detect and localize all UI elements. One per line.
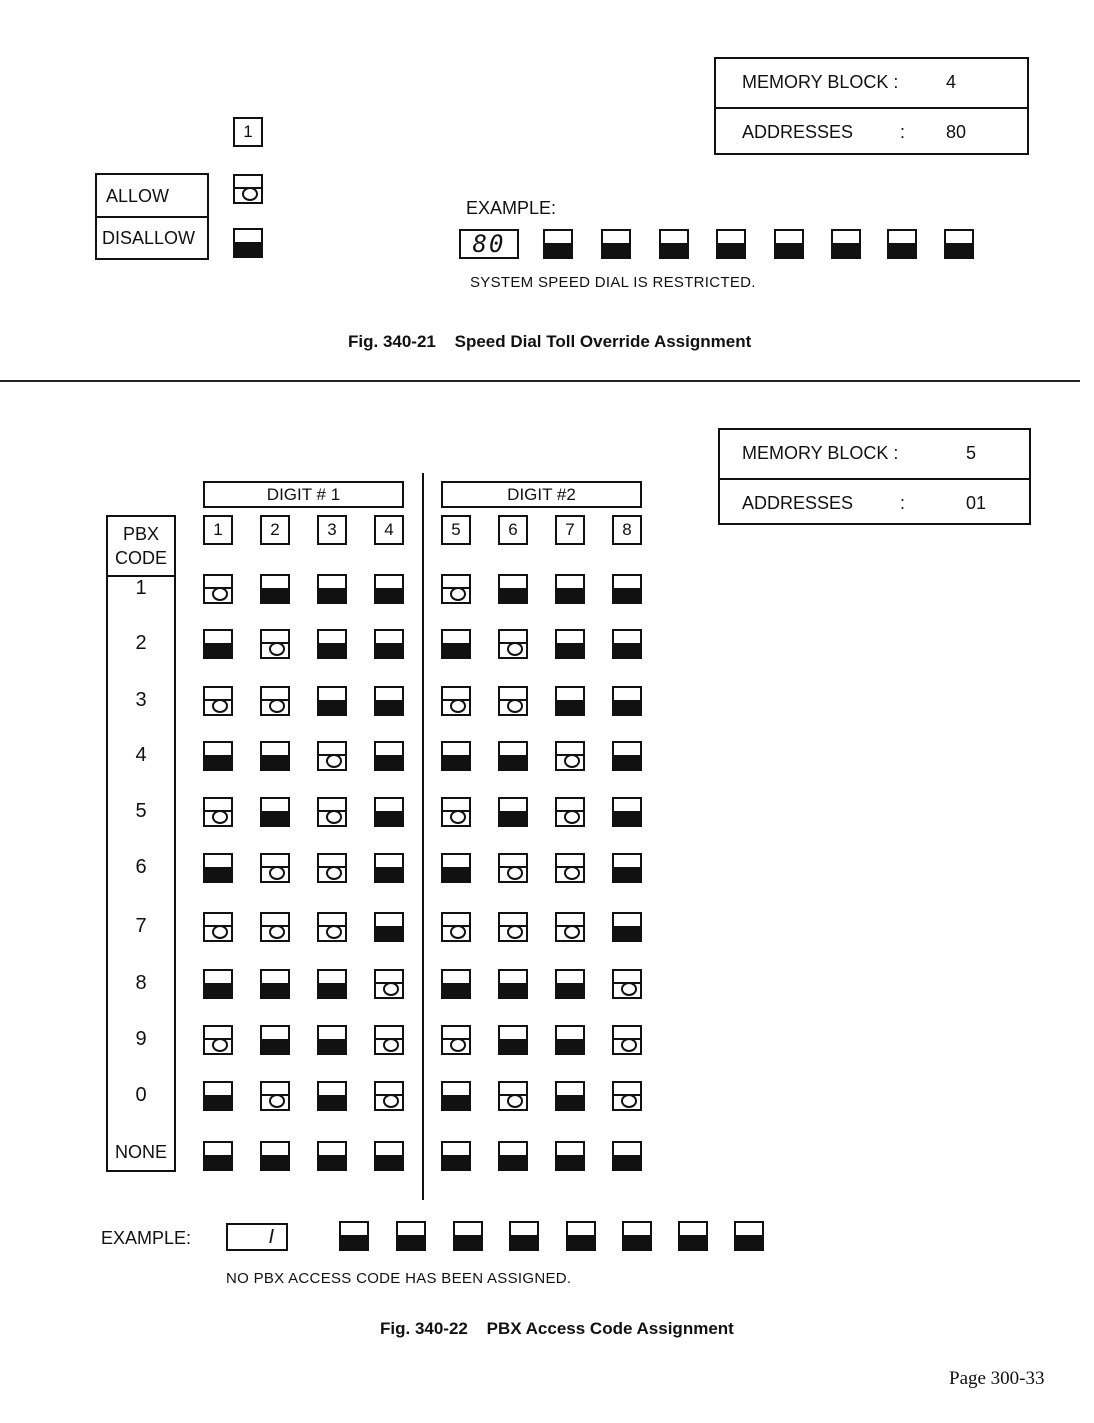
switch-on-icon bbox=[555, 741, 585, 771]
switch-off-icon bbox=[260, 1025, 290, 1055]
fig22-caption-number: Fig. 340-22 bbox=[380, 1319, 468, 1338]
switch-off-icon bbox=[203, 1081, 233, 1111]
fig21-switch-number: 1 bbox=[233, 117, 263, 147]
switch-on-icon bbox=[612, 969, 642, 999]
switch-off-icon bbox=[441, 629, 471, 659]
fig22-row-label: 2 bbox=[135, 632, 147, 654]
switch-off-icon bbox=[203, 629, 233, 659]
switch-on-icon bbox=[317, 741, 347, 771]
switch-off-icon bbox=[566, 1221, 596, 1251]
switch-off-icon bbox=[612, 741, 642, 771]
switch-off-icon bbox=[317, 1141, 347, 1171]
fig21-example-label: EXAMPLE: bbox=[466, 198, 557, 218]
fig22-addresses-value: 01 bbox=[966, 493, 987, 513]
switch-off-icon bbox=[441, 741, 471, 771]
switch-on-icon bbox=[441, 574, 471, 604]
switch-off-icon bbox=[543, 229, 573, 259]
switch-off-icon bbox=[612, 629, 642, 659]
switch-off-icon bbox=[944, 229, 974, 259]
fig22-addresses-row bbox=[720, 478, 1029, 528]
fig22-row-label: 9 bbox=[135, 1028, 147, 1050]
switch-on-icon bbox=[555, 853, 585, 883]
switch-on-icon bbox=[612, 1025, 642, 1055]
fig21-addresses-label: ADDRESSES bbox=[742, 122, 854, 142]
switch-on-icon bbox=[441, 686, 471, 716]
fig21-addresses-colon: : bbox=[900, 122, 906, 142]
switch-off-icon bbox=[374, 686, 404, 716]
fig21-caption-number: Fig. 340-21 bbox=[348, 332, 436, 351]
switch-off-icon bbox=[317, 969, 347, 999]
switch-off-icon bbox=[555, 686, 585, 716]
switch-off-icon bbox=[317, 1025, 347, 1055]
fig21-memory-block-row bbox=[716, 59, 1027, 107]
switch-on-icon bbox=[203, 1025, 233, 1055]
switch-on-icon bbox=[374, 969, 404, 999]
switch-on-icon bbox=[555, 797, 585, 827]
fig22-memory-block-label: MEMORY BLOCK : bbox=[742, 443, 899, 463]
switch-off-icon bbox=[498, 797, 528, 827]
fig22-digit1-header: DIGIT # 1 bbox=[203, 481, 404, 508]
switch-off-icon bbox=[317, 629, 347, 659]
switch-off-icon bbox=[260, 1141, 290, 1171]
switch-on-icon bbox=[260, 629, 290, 659]
fig22-row-label: 1 bbox=[135, 577, 147, 599]
fig22-example-display-value: I bbox=[268, 1226, 274, 1248]
switch-off-icon bbox=[612, 686, 642, 716]
fig22-digit2-header: DIGIT #2 bbox=[441, 481, 642, 508]
switch-off-icon bbox=[555, 1081, 585, 1111]
switch-off-icon bbox=[555, 1141, 585, 1171]
fig22-switch-number-6: 6 bbox=[498, 515, 528, 545]
switch-off-icon bbox=[509, 1221, 539, 1251]
switch-off-icon bbox=[317, 1081, 347, 1111]
fig22-addresses-colon: : bbox=[900, 493, 906, 513]
switch-off-icon bbox=[203, 1141, 233, 1171]
fig22-row-label: 8 bbox=[135, 972, 147, 994]
fig22-switch-number-7: 7 bbox=[555, 515, 585, 545]
switch-on-icon bbox=[498, 1081, 528, 1111]
switch-on-icon bbox=[260, 686, 290, 716]
switch-off-icon bbox=[612, 574, 642, 604]
switch-off-icon bbox=[601, 229, 631, 259]
switch-off-icon bbox=[887, 229, 917, 259]
switch-off-icon bbox=[203, 741, 233, 771]
fig22-caption-title: PBX Access Code Assignment bbox=[486, 1319, 734, 1338]
switch-off-icon bbox=[441, 1081, 471, 1111]
switch-on-icon bbox=[374, 1081, 404, 1111]
switch-on-icon bbox=[203, 912, 233, 942]
switch-off-icon bbox=[555, 574, 585, 604]
switch-off-icon bbox=[317, 686, 347, 716]
switch-off-icon bbox=[441, 1141, 471, 1171]
switch-off-icon bbox=[498, 1141, 528, 1171]
fig22-example-label: EXAMPLE: bbox=[101, 1228, 192, 1248]
fig22-digit-divider bbox=[422, 473, 424, 1200]
switch-on-icon bbox=[203, 797, 233, 827]
fig22-caption bbox=[380, 1319, 734, 1339]
switch-off-icon bbox=[555, 969, 585, 999]
switch-off-icon bbox=[203, 853, 233, 883]
switch-off-icon bbox=[317, 574, 347, 604]
switch-off-icon bbox=[396, 1221, 426, 1251]
fig21-example-display-value: 80 bbox=[472, 230, 506, 258]
switch-off-icon bbox=[498, 574, 528, 604]
fig22-pbx-code-header: PBX CODE bbox=[108, 517, 174, 577]
switch-off-icon bbox=[260, 797, 290, 827]
switch-on-icon bbox=[441, 797, 471, 827]
switch-off-icon bbox=[374, 629, 404, 659]
fig22-memory-block-value: 5 bbox=[966, 443, 977, 463]
switch-off-icon bbox=[260, 574, 290, 604]
switch-on-icon bbox=[498, 912, 528, 942]
switch-off-icon bbox=[612, 797, 642, 827]
switch-off-icon bbox=[339, 1221, 369, 1251]
fig22-row-label: 4 bbox=[135, 744, 147, 766]
switch-off-icon bbox=[716, 229, 746, 259]
fig21-disallow-label: DISALLOW bbox=[102, 228, 196, 248]
fig22-switch-number-5: 5 bbox=[441, 515, 471, 545]
fig22-memory-table bbox=[718, 428, 1031, 525]
switch-on-icon bbox=[203, 686, 233, 716]
switch-off-icon bbox=[453, 1221, 483, 1251]
fig22-example-display bbox=[226, 1223, 288, 1251]
fig22-switch-number-3: 3 bbox=[317, 515, 347, 545]
switch-on-icon bbox=[441, 912, 471, 942]
page-number: Page 300-33 bbox=[949, 1368, 1045, 1389]
fig21-example-display bbox=[459, 229, 519, 259]
fig22-switch-number-4: 4 bbox=[374, 515, 404, 545]
fig21-memory-block-value: 4 bbox=[946, 72, 957, 92]
fig21-disallow-switch-icon bbox=[233, 228, 263, 258]
switch-off-icon bbox=[555, 1025, 585, 1055]
fig22-memory-block-row bbox=[720, 430, 1029, 478]
fig22-row-label: 0 bbox=[135, 1084, 147, 1106]
switch-on-icon bbox=[260, 1081, 290, 1111]
fig21-addresses-value: 80 bbox=[946, 122, 967, 142]
switch-on-icon bbox=[317, 912, 347, 942]
fig22-row-label: 5 bbox=[135, 800, 147, 822]
switch-off-icon bbox=[555, 629, 585, 659]
switch-off-icon bbox=[374, 574, 404, 604]
switch-on-icon bbox=[260, 912, 290, 942]
fig22-row-label: 7 bbox=[135, 915, 147, 937]
switch-off-icon bbox=[441, 969, 471, 999]
switch-off-icon bbox=[622, 1221, 652, 1251]
switch-off-icon bbox=[374, 912, 404, 942]
fig22-example-note: NO PBX ACCESS CODE HAS BEEN ASSIGNED. bbox=[226, 1270, 572, 1287]
fig21-legend-box bbox=[95, 173, 209, 260]
switch-off-icon bbox=[774, 229, 804, 259]
switch-off-icon bbox=[734, 1221, 764, 1251]
switch-on-icon bbox=[317, 797, 347, 827]
switch-off-icon bbox=[498, 741, 528, 771]
fig21-allow-label: ALLOW bbox=[106, 186, 170, 206]
switch-on-icon bbox=[203, 574, 233, 604]
switch-on-icon bbox=[498, 629, 528, 659]
switch-off-icon bbox=[441, 853, 471, 883]
fig22-row-label: NONE bbox=[114, 1142, 167, 1162]
switch-on-icon bbox=[441, 1025, 471, 1055]
fig22-row-label: 3 bbox=[135, 689, 147, 711]
fig21-memory-block-label: MEMORY BLOCK : bbox=[742, 72, 899, 92]
switch-off-icon bbox=[831, 229, 861, 259]
switch-off-icon bbox=[612, 912, 642, 942]
switch-off-icon bbox=[203, 969, 233, 999]
fig22-switch-number-1: 1 bbox=[203, 515, 233, 545]
switch-on-icon bbox=[260, 853, 290, 883]
switch-on-icon bbox=[498, 686, 528, 716]
switch-off-icon bbox=[260, 969, 290, 999]
switch-off-icon bbox=[374, 741, 404, 771]
fig21-caption-title: Speed Dial Toll Override Assignment bbox=[454, 332, 752, 351]
switch-on-icon bbox=[374, 1025, 404, 1055]
fig22-switch-number-8: 8 bbox=[612, 515, 642, 545]
fig21-memory-table bbox=[714, 57, 1029, 155]
switch-off-icon bbox=[374, 853, 404, 883]
switch-on-icon bbox=[498, 853, 528, 883]
fig22-addresses-label: ADDRESSES bbox=[742, 493, 854, 513]
switch-off-icon bbox=[659, 229, 689, 259]
switch-off-icon bbox=[374, 1141, 404, 1171]
fig22-row-label: 6 bbox=[135, 856, 147, 878]
section-divider bbox=[0, 380, 1080, 382]
fig21-allow-switch-icon bbox=[233, 174, 263, 204]
switch-off-icon bbox=[612, 853, 642, 883]
switch-off-icon bbox=[498, 1025, 528, 1055]
switch-off-icon bbox=[374, 797, 404, 827]
switch-on-icon bbox=[555, 912, 585, 942]
fig22-pbx-code-column bbox=[106, 515, 176, 1172]
switch-off-icon bbox=[498, 969, 528, 999]
switch-off-icon bbox=[260, 741, 290, 771]
switch-off-icon bbox=[612, 1141, 642, 1171]
fig21-addresses-row bbox=[716, 107, 1027, 157]
switch-off-icon bbox=[678, 1221, 708, 1251]
fig21-caption bbox=[348, 332, 751, 352]
switch-on-icon bbox=[317, 853, 347, 883]
switch-on-icon bbox=[612, 1081, 642, 1111]
fig21-example-note: SYSTEM SPEED DIAL IS RESTRICTED. bbox=[470, 274, 756, 291]
fig22-switch-number-2: 2 bbox=[260, 515, 290, 545]
